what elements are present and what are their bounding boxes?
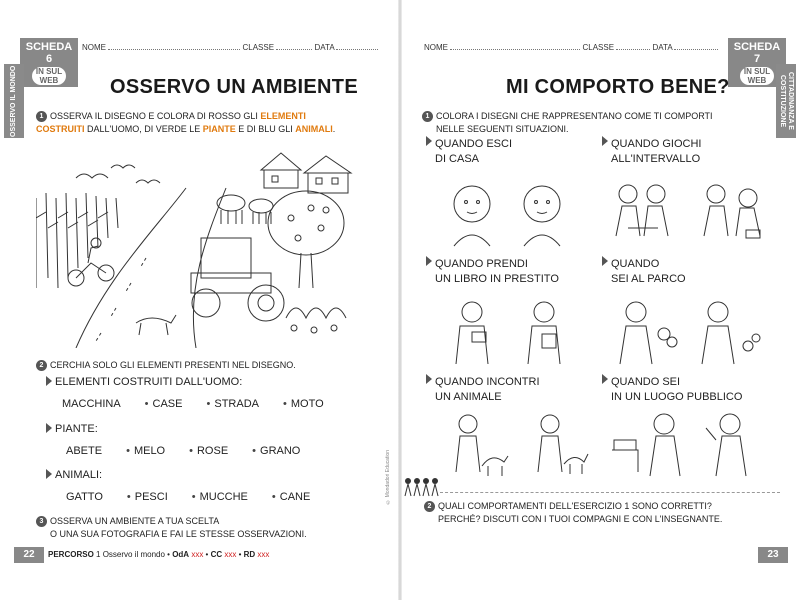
word-row-built: MACCHINA • CASE • STRADA • MOTO [62, 398, 324, 410]
left-page [0, 0, 398, 600]
group-kids-icon [402, 476, 442, 498]
group-label-plants: PIANTE: [46, 423, 98, 435]
situation-2-drawings[interactable] [608, 176, 778, 248]
page-title: MI COMPORTO BENE? [506, 76, 730, 98]
word-option[interactable]: GRANO [260, 445, 301, 457]
situation-6-drawings[interactable] [608, 410, 778, 482]
word-option[interactable]: MOTO [290, 398, 324, 410]
web-badge[interactable]: IN SUL WEB [32, 67, 66, 85]
word-row-plants: ABETE • MELO • ROSE • GRANO [66, 445, 301, 457]
group-label-built: ELEMENTI COSTRUITI DALL'UOMO: [46, 376, 242, 388]
situation-1-label: QUANDO ESCI DI CASA [426, 136, 512, 167]
situation-3-label: QUANDO PRENDI UN LIBRO IN PRESTITO [426, 256, 559, 287]
side-tab-left: OSSERVO IL MONDO [4, 64, 24, 138]
web-badge[interactable]: IN SUL WEB [740, 67, 774, 85]
word-option[interactable]: ABETE [66, 445, 103, 457]
word-option[interactable]: GATTO [66, 491, 103, 503]
exercise-number: 1 [422, 111, 433, 122]
page-number-left: 22 [14, 547, 44, 563]
exercise-number: 2 [424, 501, 435, 512]
exercise-2-instruction: 2 QUALI COMPORTAMENTI DELL'ESERCIZIO 1 SONO CORRETTI? PERCHÉ? DISCUTI CON I TUOI COMPAGNI E CON L'INSEGNANTE. [424, 500, 722, 526]
page-title: OSSERVO UN AMBIENTE [110, 76, 358, 98]
situation-6-label: QUANDO SEI IN UN LUOGO PUBBLICO [602, 374, 742, 405]
word-option[interactable]: ROSE [196, 445, 229, 457]
exercise-number: 1 [36, 111, 47, 122]
word-option[interactable]: CASE [152, 398, 183, 410]
name-line: NOME CLASSE DATA [424, 42, 718, 52]
scheda-label: SCHEDA [25, 41, 73, 53]
situation-3-drawings[interactable] [432, 294, 592, 366]
right-page [402, 0, 800, 600]
exercise-1-instruction: 1 COLORA I DISEGNI CHE RAPPRESENTANO COME TI COMPORTI NELLE SEGUENTI SITUAZIONI. [422, 110, 713, 136]
exercise-number: 2 [36, 360, 47, 371]
situation-4-label: QUANDO SEI AL PARCO [602, 256, 686, 287]
word-option[interactable]: STRADA [214, 398, 259, 410]
landscape-coloring-illustration[interactable] [36, 148, 366, 348]
scheda-number: 7 [753, 53, 761, 65]
word-row-animals: GATTO • PESCI • MUCCHE • CANE [66, 491, 311, 503]
word-option[interactable]: CANE [279, 491, 311, 503]
exercise-number: 3 [36, 516, 47, 527]
word-option[interactable]: MUCCHE [199, 491, 248, 503]
side-tab-right: CITTADINANZA E COSTITUZIONE [776, 64, 796, 138]
scheda-label: SCHEDA [733, 41, 781, 53]
situation-4-drawings[interactable] [608, 294, 778, 366]
page-number-right: 23 [758, 547, 788, 563]
situation-1-drawings[interactable] [432, 176, 592, 248]
exercise-2-instruction: 2 CERCHIA SOLO GLI ELEMENTI PRESENTI NEL DISEGNO. [36, 359, 296, 372]
scheda-tag-left [20, 38, 78, 87]
situation-5-label: QUANDO INCONTRI UN ANIMALE [426, 374, 540, 405]
group-label-animals: ANIMALI: [46, 469, 102, 481]
word-option[interactable]: PESCI [134, 491, 168, 503]
name-line: NOME CLASSE DATA [82, 42, 378, 52]
copyright-credit: © Mondadori Education [385, 450, 391, 505]
word-option[interactable]: MACCHINA [62, 398, 121, 410]
scheda-number: 6 [45, 53, 53, 65]
exercise-3-instruction: 3 OSSERVA UN AMBIENTE A TUA SCELTA O UNA SUA FOTOGRAFIA E FAI LE STESSE OSSERVAZIONI. [36, 515, 307, 541]
situation-2-label: QUANDO GIOCHI ALL'INTERVALLO [602, 136, 701, 167]
exercise-1-instruction: 1 OSSERVA IL DISEGNO E COLORA DI ROSSO GLI ELEMENTI COSTRUITI DALL'UOMO, DI VERDE LE PIANTE E DI BLU GLI ANIMALI. [36, 111, 336, 134]
section-divider [440, 492, 780, 493]
situation-5-drawings[interactable] [432, 410, 592, 482]
word-option[interactable]: MELO [133, 445, 166, 457]
footer-left: PERCORSO 1 Osservo il mondo • OdA xxx • CC xxx • RD xxx [48, 550, 270, 559]
